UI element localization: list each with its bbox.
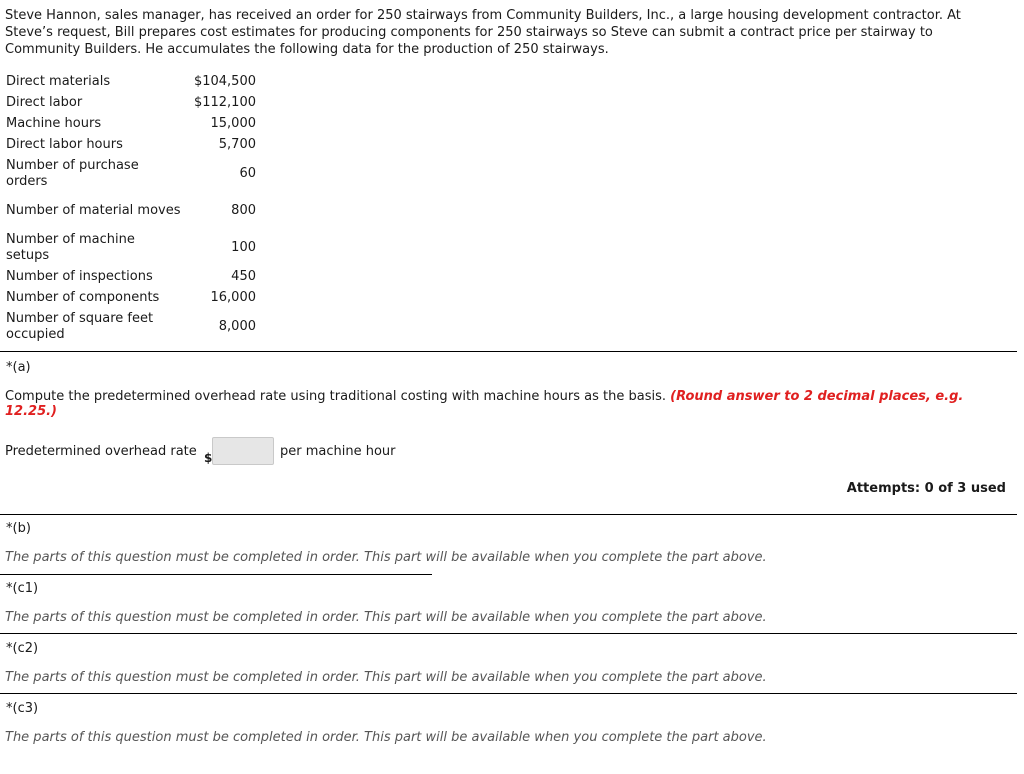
part-a-question (5, 389, 995, 419)
answer-label: Predetermined overhead rate (5, 444, 197, 459)
locked-message: The parts of this question must be completed in order. This part will be available when you complete the part above. (5, 550, 767, 565)
section-divider (0, 633, 1017, 634)
row-value: 5,700 (218, 136, 256, 152)
question-text: Compute the predetermined overhead rate using traditional costing with machine hours as the basis. (5, 389, 671, 404)
part-b-label: *(b) (6, 521, 31, 536)
row-label: Number of machine setups (6, 231, 135, 263)
locked-message: The parts of this question must be completed in order. This part will be available when you complete the part above. (5, 670, 767, 685)
locked-message: The parts of this question must be completed in order. This part will be available when you complete the part above. (5, 730, 767, 745)
part-c1-label: *(c1) (6, 581, 39, 596)
section-divider (0, 693, 1017, 694)
table-row (6, 192, 256, 229)
section-divider (0, 351, 1017, 352)
part-a-label: *(a) (6, 360, 31, 375)
table-row (6, 92, 256, 113)
row-value: 60 (239, 165, 256, 181)
row-label: Number of components (6, 289, 160, 305)
part-c3-label: *(c3) (6, 701, 39, 716)
section-divider (0, 574, 432, 575)
table-row (6, 308, 256, 345)
row-value: $104,500 (193, 73, 256, 89)
row-label: Machine hours (6, 115, 102, 131)
table-row (6, 266, 256, 287)
row-label: Direct labor hours (6, 136, 123, 152)
row-value: 450 (231, 268, 256, 284)
table-row (6, 155, 256, 192)
overhead-rate-input[interactable] (212, 437, 274, 465)
row-label: Number of material moves (6, 202, 181, 218)
row-label: Number of inspections (6, 268, 153, 284)
rounding-hint: (Round answer to 2 decimal places, e.g. 12.25.) (5, 389, 964, 419)
row-label: Number of purchase orders (6, 157, 139, 189)
table-row (6, 229, 256, 266)
row-label: Direct materials (6, 73, 111, 89)
row-label: Direct labor (6, 94, 83, 110)
row-value: 100 (231, 239, 256, 255)
intro-line: Steve Hannon, sales manager, has received an order for 250 stairways from Community Builders, Inc., a large housing development contractor. At (5, 8, 961, 23)
problem-intro (5, 7, 995, 58)
currency-symbol: $ (204, 451, 213, 465)
attempts-counter: Attempts: 0 of 3 used (846, 481, 1006, 496)
row-value: $112,100 (193, 94, 256, 110)
cost-data-table (6, 71, 256, 345)
locked-message: The parts of this question must be completed in order. This part will be available when you complete the part above. (5, 610, 767, 625)
answer-row (5, 437, 505, 467)
table-row (6, 113, 256, 134)
row-label: Number of square feet occupied (6, 310, 154, 342)
table-row (6, 71, 256, 92)
row-value: 16,000 (210, 289, 256, 305)
intro-line: Steve’s request, Bill prepares cost estimates for producing components for 250 stairways so Steve can submit a contract price per stairway to (5, 25, 933, 40)
row-value: 15,000 (210, 115, 256, 131)
table-row (6, 287, 256, 308)
row-value: 8,000 (218, 318, 256, 334)
section-divider (0, 514, 1017, 515)
part-c2-label: *(c2) (6, 641, 39, 656)
table-row (6, 134, 256, 155)
row-value: 800 (231, 202, 256, 218)
unit-label: per machine hour (280, 444, 396, 459)
intro-line: Community Builders. He accumulates the following data for the production of 250 stairways. (5, 42, 609, 57)
